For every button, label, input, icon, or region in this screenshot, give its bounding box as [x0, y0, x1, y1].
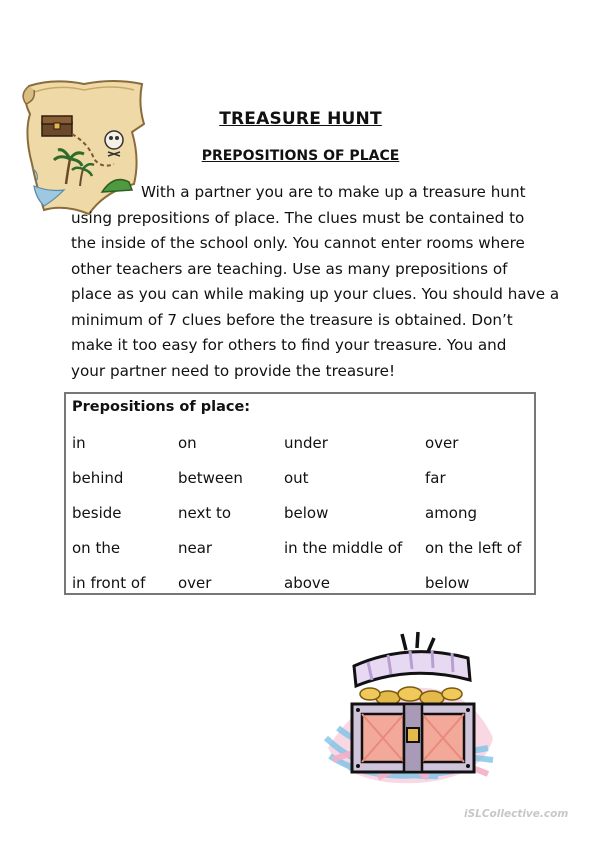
preposition-cell: out	[284, 469, 309, 487]
treasure-chest-illustration	[318, 628, 498, 788]
preposition-cell: on the	[72, 539, 121, 557]
preposition-cell: far	[425, 469, 446, 487]
watermark-text: iSLCollective.com	[464, 808, 569, 820]
preposition-cell: in front of	[72, 574, 146, 592]
paragraph-line: With a partner you are to make up a treasure hunt	[141, 183, 526, 201]
instructions-paragraph	[71, 180, 560, 384]
preposition-cell: beside	[72, 504, 122, 522]
paragraph-line: the inside of the school only. You cannot enter rooms where	[71, 234, 525, 252]
preposition-cell: below	[425, 574, 470, 592]
preposition-cell: on the left of	[425, 539, 522, 557]
preposition-cell: below	[284, 504, 329, 522]
paragraph-line: your partner need to provide the treasure!	[71, 361, 396, 380]
preposition-cell: between	[178, 469, 243, 487]
preposition-cell: near	[178, 539, 213, 557]
preposition-cell: under	[284, 434, 328, 452]
paragraph-line: place as you can while making up your clues. You should have a	[71, 285, 560, 303]
preposition-cell: over	[425, 434, 459, 452]
preposition-cell: in	[72, 434, 86, 452]
prepositions-box	[64, 392, 536, 595]
page-subtitle: PREPOSITIONS OF PLACE	[201, 148, 400, 164]
preposition-cell: over	[178, 574, 212, 592]
preposition-cell: among	[425, 504, 478, 522]
paragraph-line: make it too easy for others to find your treasure. You and	[71, 336, 507, 354]
preposition-cell: on	[178, 434, 197, 452]
preposition-cell: next to	[178, 504, 232, 522]
paragraph-line: using prepositions of place. The clues must be contained to	[71, 208, 525, 227]
prepositions-heading: Prepositions of place:	[72, 399, 251, 415]
page-title: TREASURE HUNT	[219, 109, 382, 129]
preposition-cell: in the middle of	[284, 539, 403, 557]
paragraph-line: other teachers are teaching. Use as many prepositions of	[71, 259, 508, 278]
preposition-cell: behind	[72, 469, 124, 487]
preposition-cell: above	[284, 574, 330, 592]
paragraph-line: minimum of 7 clues before the treasure is obtained. Don’t	[71, 310, 513, 329]
